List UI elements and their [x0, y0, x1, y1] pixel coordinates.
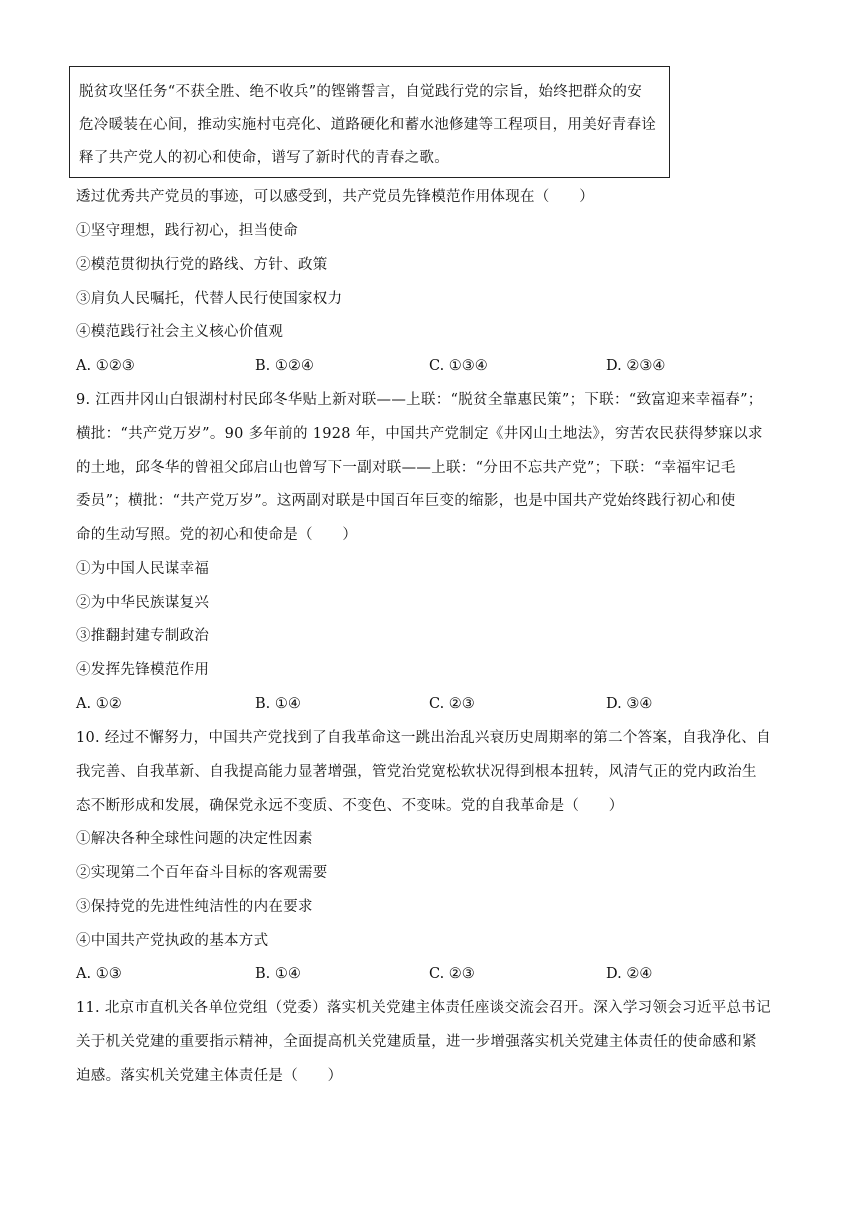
q8-item-4: ④模范践行社会主义核心价值观	[76, 324, 284, 340]
q9-stem-line: 横批：“共产党万岁”。90 多年前的 1928 年，中国共产党制定《井冈山土地法》，穷苦农民获得梦寐以求	[76, 426, 763, 442]
q11-stem-line: 11. 北京市直机关各单位党组（党委）落实机关党建主体责任座谈交流会召开。深入学习领会习近平总书记	[76, 1000, 771, 1016]
q10-options	[76, 964, 776, 984]
q8-item-3: ③肩负人民嘱托，代替人民行使国家权力	[76, 291, 343, 307]
q8-option-a: A. ①②③	[76, 358, 135, 374]
q11-stem-line: 关于机关党建的重要指示精神，全面提高机关党建质量，进一步增强落实机关党建主体责任的使命感和紧	[76, 1034, 757, 1050]
q9-stem-line: 的土地，邱冬华的曾祖父邱启山也曾写下一副对联——上联：“分田不忘共产党”；下联：“幸福牢记毛	[76, 460, 736, 476]
q8-item-1: ①坚守理想，践行初心，担当使命	[76, 223, 298, 239]
q10-item-4: ④中国共产党执政的基本方式	[76, 933, 269, 949]
q9-item-4: ④发挥先锋模范作用	[76, 662, 210, 678]
q8-item-2: ②模范贯彻执行党的路线、方针、政策	[76, 257, 328, 273]
q8-stem: 透过优秀共产党员的事迹，可以感受到，共产党员先锋模范作用体现在（ ）	[76, 189, 594, 205]
q9-stem-line: 命的生动写照。党的初心和使命是（ ）	[76, 527, 358, 543]
material-line: 脱贫攻坚任务“不获全胜、绝不收兵”的铿锵誓言，自觉践行党的宗旨，始终把群众的安	[79, 84, 643, 100]
q10-item-2: ②实现第二个百年奋斗目标的客观需要	[76, 865, 328, 881]
q8-option-d: D. ②③④	[606, 358, 666, 374]
q10-option-d: D. ②④	[606, 966, 653, 982]
q9-stem-line: 委员”；横批：“共产党万岁”。这两副对联是中国百年巨变的缩影，也是中国共产党始终践行初心和使	[76, 493, 736, 509]
q9-option-d: D. ③④	[606, 696, 653, 712]
q10-stem-line: 10. 经过不懈努力，中国共产党找到了自我革命这一跳出治乱兴衰历史周期率的第二个答案，自我净化、自	[76, 730, 771, 746]
material-box	[69, 66, 670, 178]
q8-options	[76, 356, 776, 376]
q9-option-c: C. ②③	[429, 696, 475, 712]
q9-option-a: A. ①②	[76, 696, 122, 712]
q9-stem-line: 9. 江西井冈山白银湖村村民邱冬华贴上新对联——上联：“脱贫全靠惠民策”；下联：“致富迎来幸福春”；	[76, 392, 763, 408]
q10-item-3: ③保持党的先进性纯洁性的内在要求	[76, 899, 313, 915]
q10-option-c: C. ②③	[429, 966, 475, 982]
q10-item-1: ①解决各种全球性问题的决定性因素	[76, 831, 313, 847]
material-line: 危冷暖装在心间，推动实施村屯亮化、道路硬化和蓄水池修建等工程项目，用美好青春诠	[79, 117, 657, 133]
q8-option-c: C. ①③④	[429, 358, 488, 374]
q9-option-b: B. ①④	[255, 696, 301, 712]
q10-option-b: B. ①④	[255, 966, 301, 982]
q11-stem-line: 迫感。落实机关党建主体责任是（ ）	[76, 1068, 343, 1084]
q9-item-3: ③推翻封建专制政治	[76, 628, 210, 644]
q8-option-b: B. ①②④	[255, 358, 314, 374]
material-line: 释了共产党人的初心和使命，谱写了新时代的青春之歌。	[79, 150, 449, 166]
q9-options	[76, 694, 776, 714]
q10-stem-line: 我完善、自我革新、自我提高能力显著增强，管党治党宽松软状况得到根本扭转，风清气正的党内政治生	[76, 764, 757, 780]
q10-stem-line: 态不断形成和发展，确保党永远不变质、不变色、不变味。党的自我革命是（ ）	[76, 798, 624, 814]
q10-option-a: A. ①③	[76, 966, 122, 982]
q9-item-1: ①为中国人民谋幸福	[76, 561, 210, 577]
q9-item-2: ②为中华民族谋复兴	[76, 595, 210, 611]
